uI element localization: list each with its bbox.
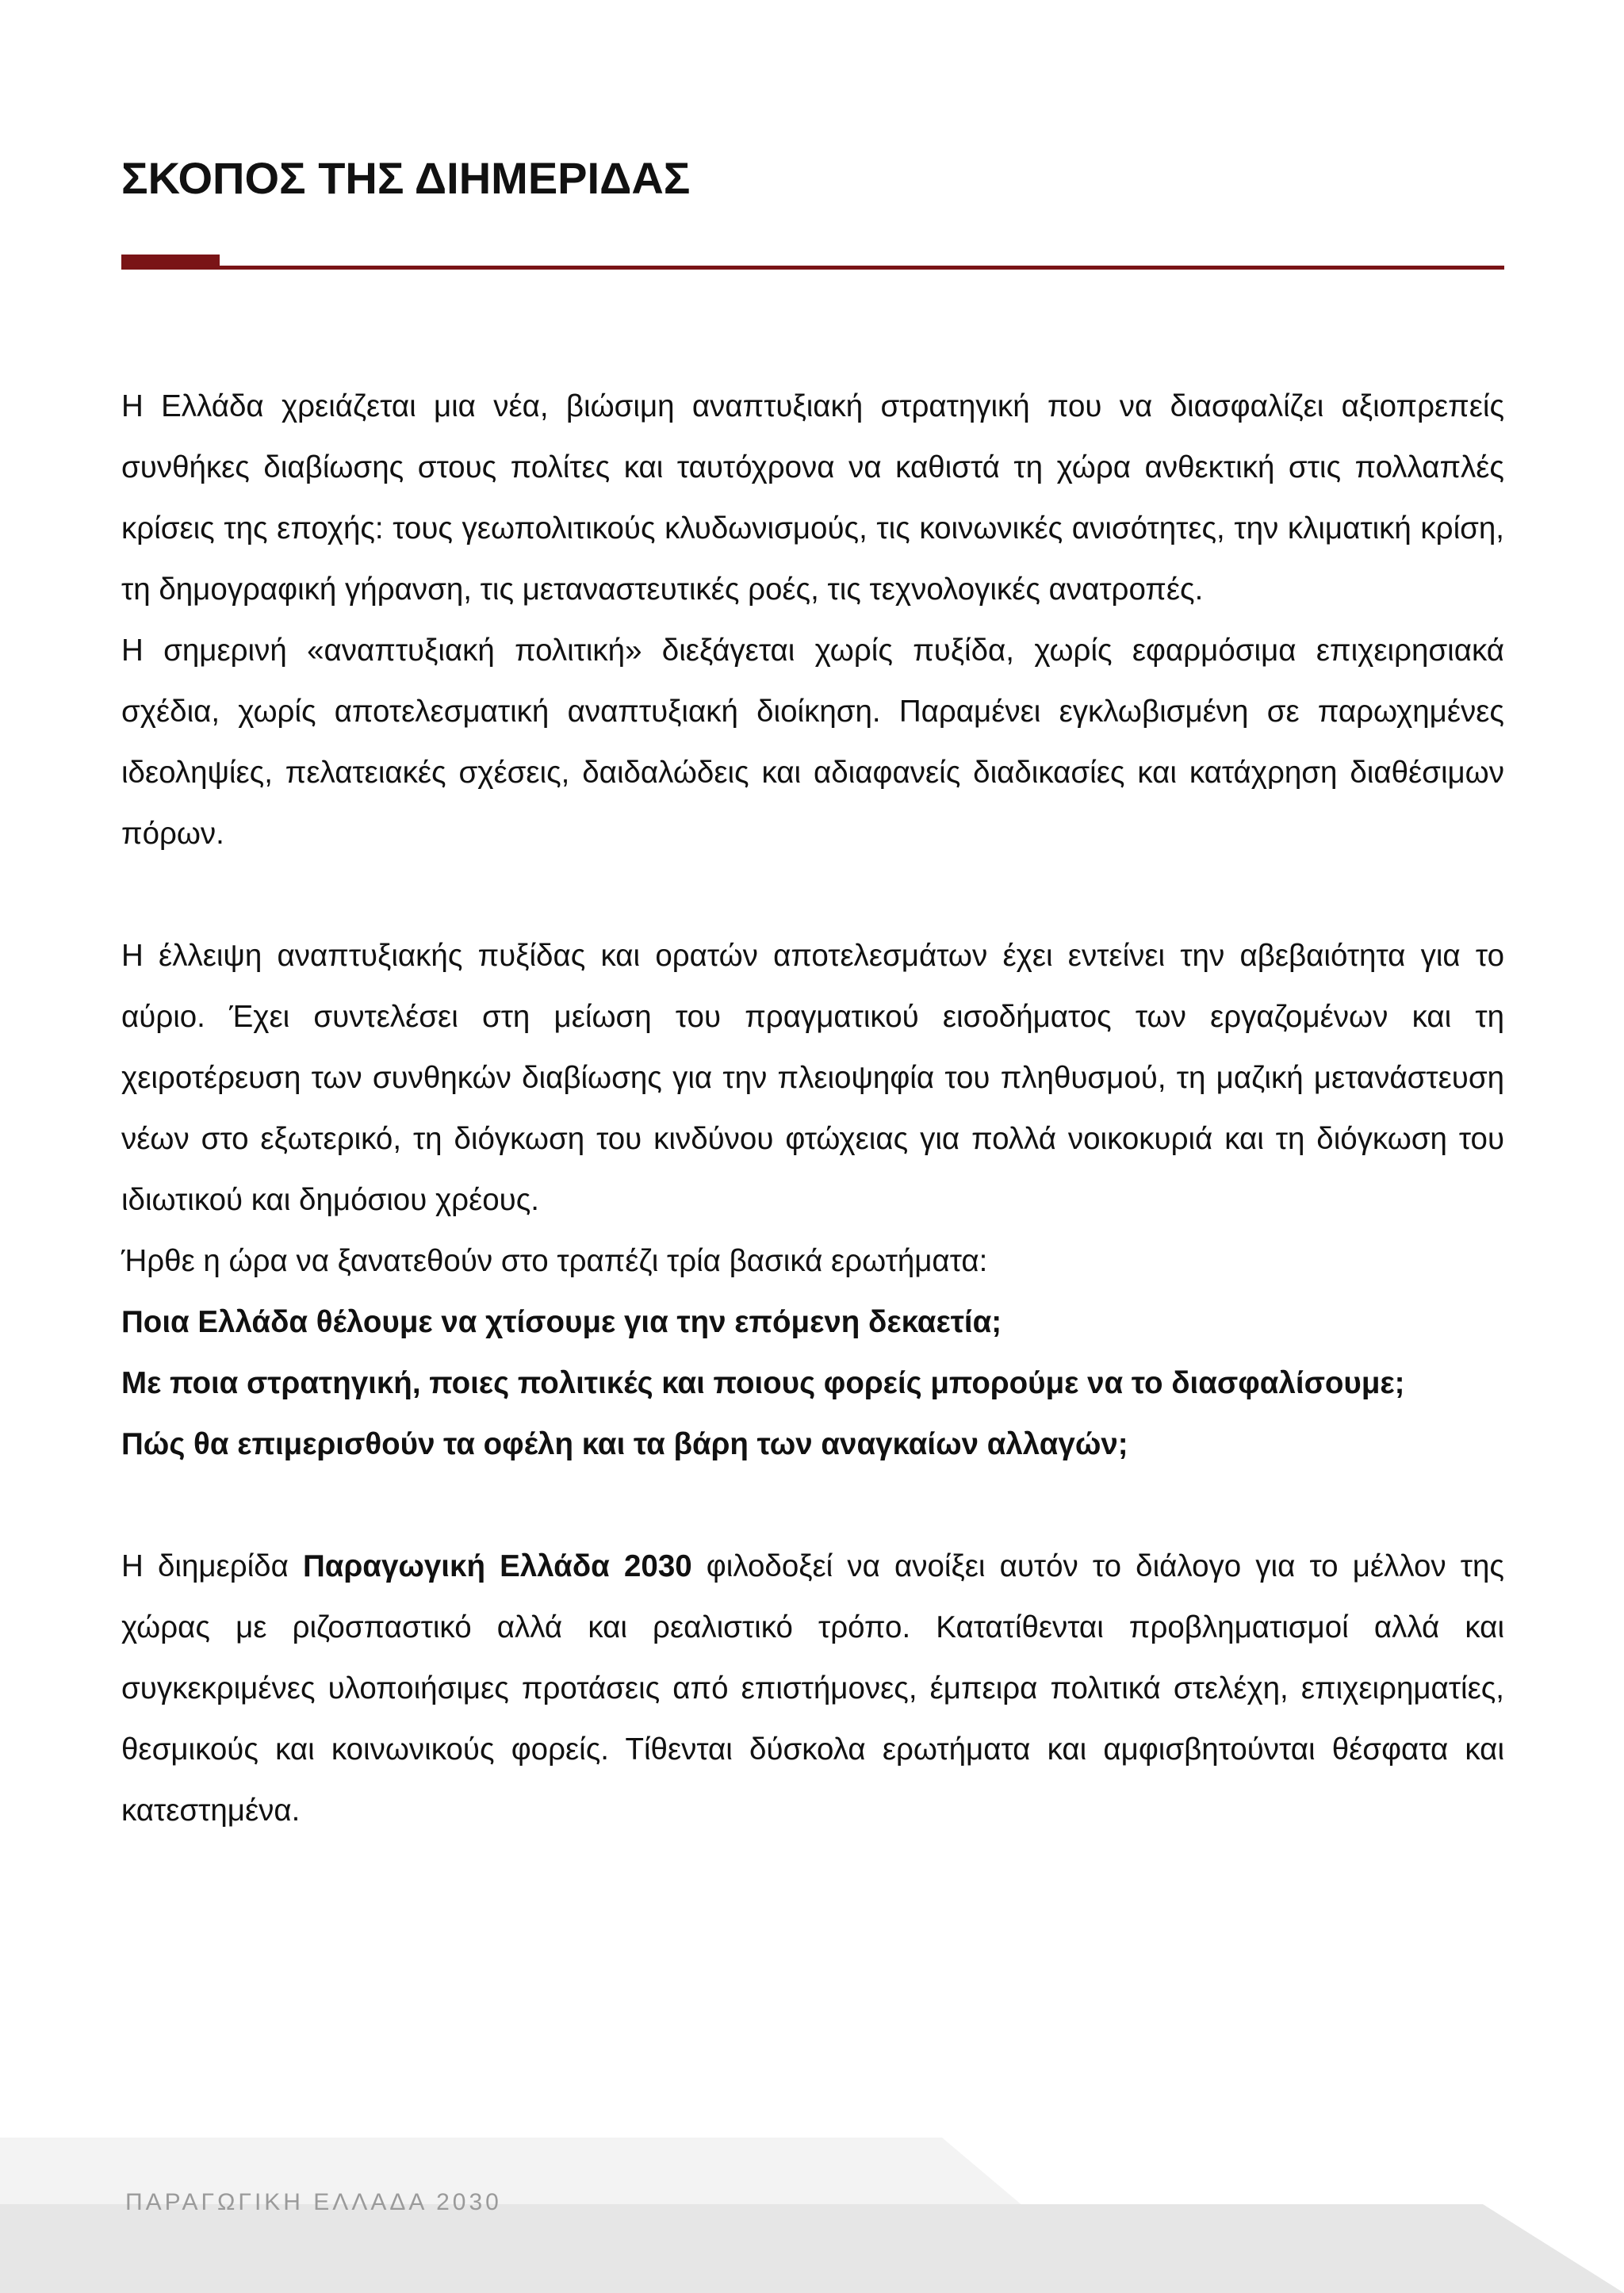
paragraph-conference: [121, 1536, 1504, 1841]
paragraph-current-policy: Η σημερινή «αναπτυξιακή πολιτική» διεξάγεται χωρίς πυξίδα, χωρίς εφαρμόσιμα επιχειρησιακά σχέδια, χωρίς αποτελεσματική αναπτυξιακή διοίκηση. Παραμένει εγκλωβισμένη σε παρωχημένες ιδεοληψίες, πελατειακές σχέσεις, δαιδαλώδεις και αδιαφανείς διαδικασίες και κατάχρηση διαθέσιμων πόρων.: [121, 634, 1504, 851]
conference-text-after: φιλοδοξεί να ανοίξει αυτόν το διάλογο για το μέλλον της χώρας με ριζοσπαστικό αλλά και ρεαλιστικό τρόπο. Κατατίθενται προβληματισμοί αλλά και συγκεκριμένες υλοποιήσιμες προτάσεις από επιστήμονες, έμπειρα πολιτικά στελέχη, επιχειρηματίες, θεσμικούς και κοινωνικούς φορείς. Τίθενται δύσκολα ερωτήματα και αμφισβητούνται θέσφατα και κατεστημένα.: [121, 1549, 1504, 1828]
title-underline-accent: [121, 255, 220, 270]
paragraph-questions-intro: Ήρθε η ώρα να ξανατεθούν στο τραπέζι τρία βασικά ερωτήματα:: [121, 1244, 988, 1278]
question-1: Ποια Ελλάδα θέλουμε να χτίσουμε για την επόμενη δεκαετία;: [121, 1305, 1002, 1339]
title-underline: [121, 266, 1504, 270]
paragraph-intro: Η Ελλάδα χρειάζεται μια νέα, βιώσιμη αναπτυξιακή στρατηγική που να διασφαλίζει αξιοπρεπείς συνθήκες διαβίωσης στους πολίτες και ταυτόχρονα να καθιστά τη χώρα ανθεκτική στις πολλαπλές κρίσεις της εποχής: τους γεωπολιτικούς κλυδωνισμούς, τις κοινωνικές ανισότητες, την κλιματική κρίση, τη δημογραφική γήρανση, τις μεταναστευτικές ροές, τις τεχνολογικές ανατροπές.: [121, 389, 1504, 607]
question-2: Με ποια στρατηγική, ποιες πολιτικές και ποιους φορείς μπορούμε να το διασφαλίσουμε;: [121, 1366, 1405, 1400]
footer-dark-shape: [0, 2204, 1624, 2293]
page-title: ΣΚΟΠΟΣ ΤΗΣ ΔΙΗΜΕΡΙΔΑΣ: [121, 153, 691, 203]
body-text: [121, 376, 1504, 1841]
conference-name: Παραγωγική Ελλάδα 2030: [303, 1549, 692, 1583]
footer-label: ΠΑΡΑΓΩΓΙΚΗ ΕΛΛΑΔΑ 2030: [125, 2189, 502, 2215]
question-3: Πώς θα επιμερισθούν τα οφέλη και τα βάρη των αναγκαίων αλλαγών;: [121, 1427, 1128, 1461]
paragraph-consequences: Η έλλειψη αναπτυξιακής πυξίδας και ορατών αποτελεσμάτων έχει εντείνει την αβεβαιότητα για το αύριο. Έχει συντελέσει στη μείωση του πραγματικού εισοδήματος των εργαζομένων και τη χειροτέρευση των συνθηκών διαβίωσης για την πλειοψηφία του πληθυσμού, τη μαζική μετανάστευση νέων στο εξωτερικό, τη διόγκωση του κινδύνου φτώχειας για πολλά νοικοκυριά και τη διόγκωση του ιδιωτικού και δημόσιου χρέους.: [121, 939, 1504, 1217]
conference-text-before: Η διημερίδα: [121, 1549, 303, 1583]
